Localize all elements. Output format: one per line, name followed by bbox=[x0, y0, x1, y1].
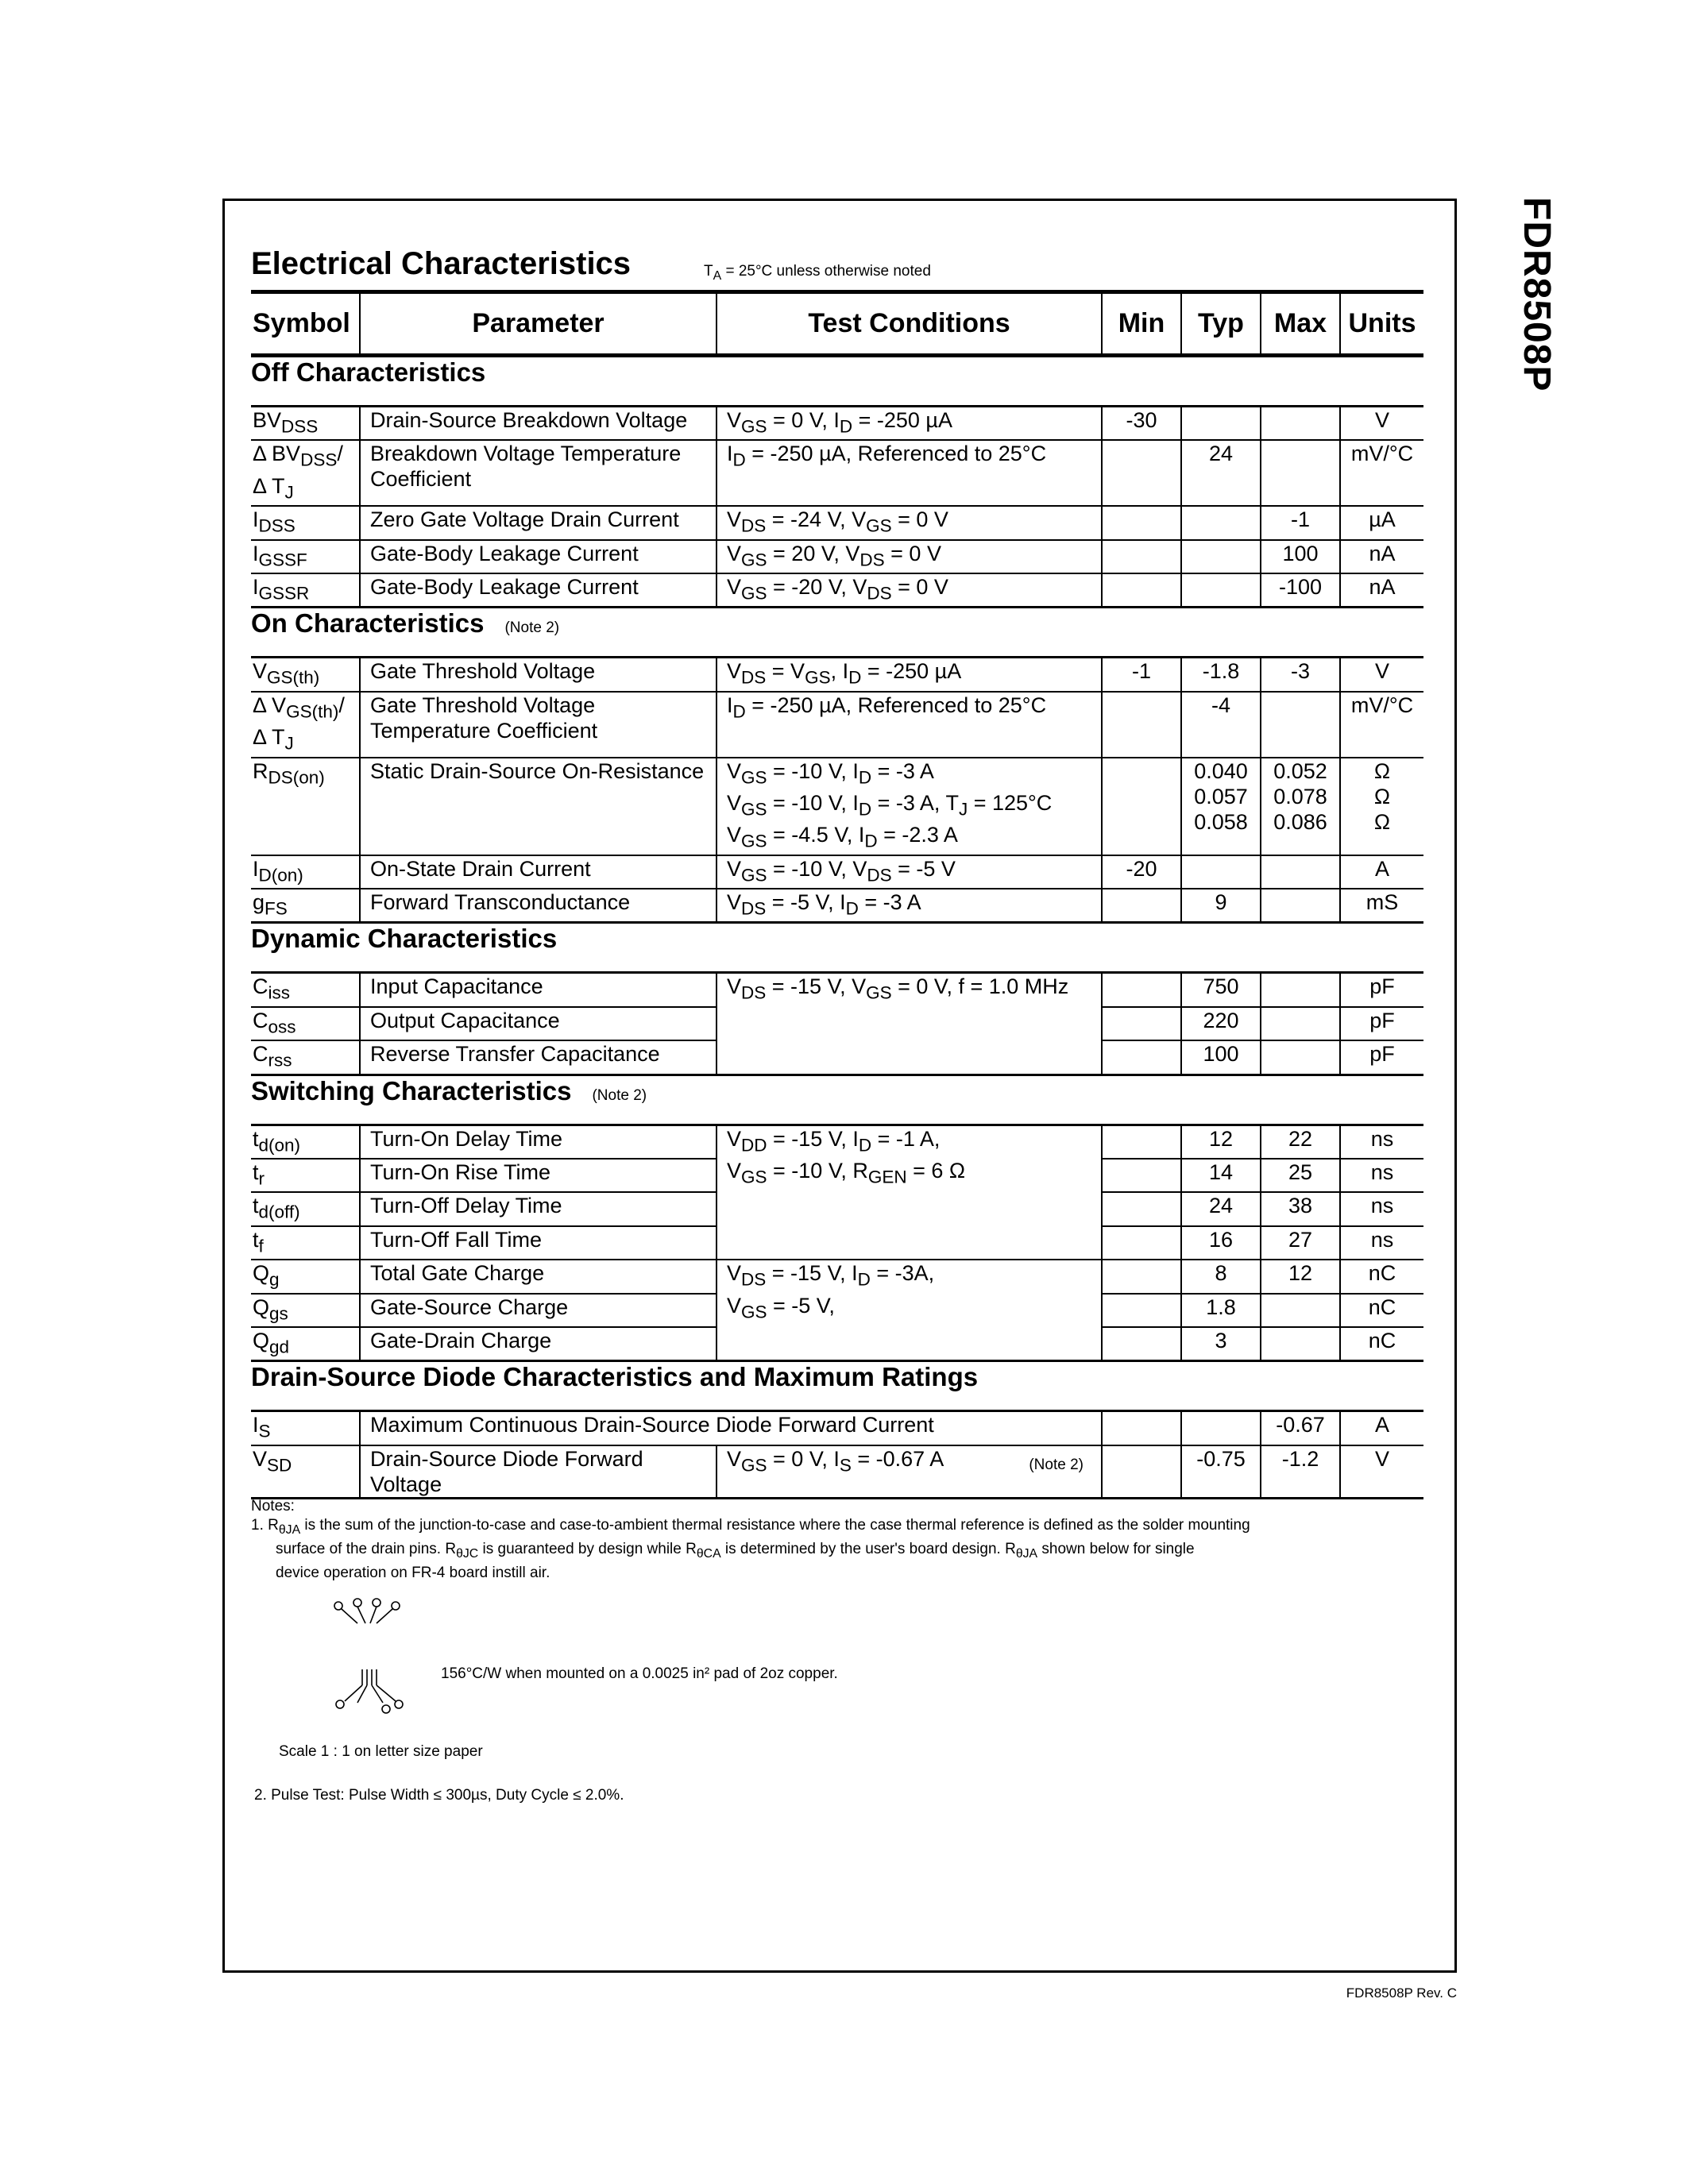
unit-value: Ω bbox=[1373, 809, 1391, 834]
typ-cell: 100 bbox=[1181, 1040, 1261, 1075]
condition-cell: $V_{GS} = -10$ V, $V_{DS} = -5$ V bbox=[717, 855, 1102, 889]
col-header-test-conditions: Test Conditions bbox=[717, 292, 1102, 356]
table-row bbox=[251, 506, 1423, 539]
table-row bbox=[251, 1445, 1423, 1499]
min-cell: -20 bbox=[1102, 855, 1181, 889]
symbol-cell: Δ $V_{GS(th)}/$ Δ $T_J$ bbox=[251, 692, 360, 758]
condition-cell: $V_{GS} = -10$ V, $I_D = -3$ A $V_{GS} = -10$ V, $I_D = -3$ A, $T_J = 125^\circ C$ $V_{GS} = -4.5$ V, $I_D = -2.3$ A bbox=[717, 758, 1102, 855]
col-header-symbol: Symbol bbox=[251, 292, 360, 356]
parameter-cell: Total Gate Charge bbox=[360, 1260, 717, 1293]
unit-cell: ns bbox=[1340, 1159, 1423, 1192]
unit-cell: mV/°C bbox=[1340, 440, 1423, 506]
section-title: On Characteristics bbox=[251, 608, 485, 639]
page-title: Electrical Characteristics bbox=[251, 246, 632, 281]
min-cell bbox=[1102, 1445, 1181, 1499]
symbol-cell: $V_{GS(th)}$ bbox=[251, 658, 360, 692]
unit-value: Ω bbox=[1373, 784, 1391, 808]
symbol-cell: $R_{DS(on)}$ bbox=[251, 758, 360, 855]
unit-cell: mS bbox=[1340, 889, 1423, 923]
unit-cell: pF bbox=[1340, 1007, 1423, 1040]
ambient-conditions: $T_A = 25^\circ C$ unless otherwise noted bbox=[704, 263, 931, 283]
unit-cell: ns bbox=[1340, 1226, 1423, 1260]
condition-note: (Note 2) bbox=[1029, 1456, 1083, 1473]
unit-value: Ω bbox=[1373, 758, 1391, 783]
parameter-cell: Gate-Body Leakage Current bbox=[360, 540, 717, 573]
max-value: 0.078 bbox=[1273, 784, 1327, 808]
section-note: (Note 2) bbox=[592, 1086, 647, 1104]
max-value: 0.052 bbox=[1273, 758, 1327, 783]
max-cell: -1 bbox=[1261, 506, 1340, 539]
max-cell bbox=[1261, 1040, 1340, 1075]
max-cell bbox=[1261, 973, 1340, 1007]
max-cell: 38 bbox=[1261, 1192, 1340, 1225]
parameter-cell: Turn-Off Delay Time bbox=[360, 1192, 717, 1225]
unit-cell: A bbox=[1340, 1411, 1423, 1445]
unit-cell: A bbox=[1340, 855, 1423, 889]
col-header-parameter: Parameter bbox=[360, 292, 717, 356]
parameter-cell: Gate-Source Charge bbox=[360, 1294, 717, 1327]
min-cell bbox=[1102, 1007, 1181, 1040]
typ-cell: 3 bbox=[1181, 1327, 1261, 1361]
unit-cell: nA bbox=[1340, 540, 1423, 573]
condition-cell: $V_{DS} = -15$ V, $I_D = -3A$, $V_{GS} = -5$ V, bbox=[717, 1260, 1102, 1361]
table-row bbox=[251, 658, 1423, 692]
unit-cell: pF bbox=[1340, 1040, 1423, 1075]
parameter-cell: Gate Threshold Voltage Temperature Coefficient bbox=[360, 692, 717, 758]
section-title: Off Characteristics bbox=[251, 357, 486, 387]
note-1-continued: surface of the drain pins. $R_{\theta JC}$ is guaranteed by design while $R_{\theta CA}$ is determined by the user's board design. $R_{\theta JA}$ shown below for single device operation on FR-4 board instill air. bbox=[276, 1540, 1195, 1581]
typ-cell bbox=[1181, 573, 1261, 608]
min-cell bbox=[1102, 1294, 1181, 1327]
note-2: 2. Pulse Test: Pulse Width ≤ 300µs, Duty Cycle ≤ 2.0%. bbox=[254, 1787, 624, 1804]
section-title: Switching Characteristics bbox=[251, 1075, 572, 1106]
typ-cell bbox=[1181, 540, 1261, 573]
section-note: (Note 2) bbox=[504, 619, 560, 637]
max-cell bbox=[1261, 855, 1340, 889]
parameter-cell: Turn-Off Fall Time bbox=[360, 1226, 717, 1260]
typ-cell: 9 bbox=[1181, 889, 1261, 923]
max-cell bbox=[1261, 889, 1340, 923]
max-cell: -100 bbox=[1261, 573, 1340, 608]
typ-cell: 8 bbox=[1181, 1260, 1261, 1293]
unit-cell: V bbox=[1340, 407, 1423, 441]
table-row bbox=[251, 692, 1423, 758]
symbol-cell: $C_{oss}$ bbox=[251, 1007, 360, 1040]
thermal-resistance-caption: 156°C/W when mounted on a 0.0025 in² pad of 2oz copper. bbox=[441, 1665, 838, 1682]
note-1-number: 1. bbox=[251, 1517, 264, 1534]
symbol-cell: $C_{rss}$ bbox=[251, 1040, 360, 1075]
min-cell bbox=[1102, 440, 1181, 506]
condition-cell: $V_{DD} = -15$ V, $I_D = -1$ A, $V_{GS} = -10$ V, $R_{GEN} = 6$ Ω bbox=[717, 1125, 1102, 1260]
table-row bbox=[251, 1260, 1423, 1293]
parameter-cell: Turn-On Rise Time bbox=[360, 1159, 717, 1192]
max-cell bbox=[1261, 692, 1340, 758]
condition-cell: $V_{GS} = 0$ V, $I_S = -0.67$ A (Note 2) bbox=[717, 1445, 1102, 1499]
table-row bbox=[251, 407, 1423, 441]
symbol-cell: $I_{DSS}$ bbox=[251, 506, 360, 539]
section-row-dynamic bbox=[251, 923, 1423, 973]
symbol-cell: $Q_{gs}$ bbox=[251, 1294, 360, 1327]
symbol-cell: $g_{FS}$ bbox=[251, 889, 360, 923]
max-cell: 27 bbox=[1261, 1226, 1340, 1260]
note-1: 1. $R_{\theta JA}$ is the sum of the junction-to-case and case-to-ambient thermal resistance where the case thermal reference is defined as the solder mounting bbox=[251, 1517, 1250, 1537]
section-title: Drain-Source Diode Characteristics and Maximum Ratings bbox=[251, 1362, 979, 1392]
condition-cell: $V_{DS} = -5$ V, $I_D = -3$ A bbox=[717, 889, 1102, 923]
typ-cell: 24 bbox=[1181, 440, 1261, 506]
typ-cell: 24 bbox=[1181, 1192, 1261, 1225]
condition-cell: $I_D = -250$ µA, Referenced to 25°C bbox=[717, 440, 1102, 506]
max-cell bbox=[1261, 1327, 1340, 1361]
typ-cell: -4 bbox=[1181, 692, 1261, 758]
typ-cell bbox=[1181, 1411, 1261, 1445]
parameter-cell: Maximum Continuous Drain-Source Diode Forward Current bbox=[360, 1411, 1102, 1445]
min-cell bbox=[1102, 1125, 1181, 1159]
typ-cell bbox=[1181, 407, 1261, 441]
min-cell bbox=[1102, 1040, 1181, 1075]
col-header-units: Units bbox=[1340, 292, 1423, 356]
unit-cell: pF bbox=[1340, 973, 1423, 1007]
section-title: Dynamic Characteristics bbox=[251, 924, 558, 954]
parameter-cell: Gate-Body Leakage Current bbox=[360, 573, 717, 608]
typ-value: 0.057 bbox=[1194, 784, 1248, 808]
typ-cell: -1.8 bbox=[1181, 658, 1261, 692]
typ-cell bbox=[1181, 855, 1261, 889]
section-row-diode bbox=[251, 1361, 1423, 1411]
scale-note: Scale 1 : 1 on letter size paper bbox=[279, 1743, 483, 1760]
min-cell bbox=[1102, 1192, 1181, 1225]
part-number-side-title: FDR8508P bbox=[1516, 197, 1558, 392]
min-cell: -1 bbox=[1102, 658, 1181, 692]
typ-cell: 12 bbox=[1181, 1125, 1261, 1159]
max-cell bbox=[1261, 758, 1340, 855]
unit-cell: nC bbox=[1340, 1260, 1423, 1293]
table-row bbox=[251, 1125, 1423, 1159]
symbol-cell: $Q_{gd}$ bbox=[251, 1327, 360, 1361]
unit-cell: mV/°C bbox=[1340, 692, 1423, 758]
typ-value: 0.058 bbox=[1194, 809, 1248, 834]
table-row bbox=[251, 573, 1423, 608]
symbol-cell: $V_{SD}$ bbox=[251, 1445, 360, 1499]
unit-cell bbox=[1340, 758, 1423, 855]
symbol-cell: $I_S$ bbox=[251, 1411, 360, 1445]
typ-cell bbox=[1181, 758, 1261, 855]
footprint-pad-icon bbox=[330, 1598, 426, 1717]
max-cell: 22 bbox=[1261, 1125, 1340, 1159]
unit-cell: V bbox=[1340, 1445, 1423, 1499]
min-cell bbox=[1102, 1260, 1181, 1293]
notes-label: Notes: bbox=[251, 1498, 295, 1515]
symbol-cell: $I_{D(on)}$ bbox=[251, 855, 360, 889]
col-header-min: Min bbox=[1102, 292, 1181, 356]
max-cell: -1.2 bbox=[1261, 1445, 1340, 1499]
max-cell: 25 bbox=[1261, 1159, 1340, 1192]
unit-cell: µA bbox=[1340, 506, 1423, 539]
max-cell: 12 bbox=[1261, 1260, 1340, 1293]
condition-cell: $I_D = -250$ µA, Referenced to 25°C bbox=[717, 692, 1102, 758]
symbol-cell: $t_f$ bbox=[251, 1226, 360, 1260]
parameter-cell: On-State Drain Current bbox=[360, 855, 717, 889]
max-cell: 100 bbox=[1261, 540, 1340, 573]
table-row bbox=[251, 889, 1423, 923]
typ-cell: 1.8 bbox=[1181, 1294, 1261, 1327]
min-cell bbox=[1102, 1411, 1181, 1445]
symbol-cell: $Q_g$ bbox=[251, 1260, 360, 1293]
symbol-cell: $t_r$ bbox=[251, 1159, 360, 1192]
max-cell bbox=[1261, 1294, 1340, 1327]
table-row bbox=[251, 758, 1423, 855]
min-cell bbox=[1102, 1327, 1181, 1361]
min-cell bbox=[1102, 758, 1181, 855]
typ-cell: 16 bbox=[1181, 1226, 1261, 1260]
unit-cell: nA bbox=[1340, 573, 1423, 608]
min-cell bbox=[1102, 1159, 1181, 1192]
parameter-cell: Breakdown Voltage Temperature Coefficient bbox=[360, 440, 717, 506]
parameter-cell: Turn-On Delay Time bbox=[360, 1125, 717, 1159]
condition-cell: $V_{GS} = 20$ V, $V_{DS} = 0$ V bbox=[717, 540, 1102, 573]
min-cell bbox=[1102, 692, 1181, 758]
table-header-row bbox=[251, 292, 1423, 356]
notes-block bbox=[251, 1497, 1423, 1583]
typ-cell bbox=[1181, 506, 1261, 539]
symbol-cell: $I_{GSSF}$ bbox=[251, 540, 360, 573]
parameter-cell: Gate Threshold Voltage bbox=[360, 658, 717, 692]
section-row-switching bbox=[251, 1075, 1423, 1125]
parameter-cell: Drain-Source Breakdown Voltage bbox=[360, 407, 717, 441]
table-row bbox=[251, 1411, 1423, 1445]
max-cell bbox=[1261, 440, 1340, 506]
table-row bbox=[251, 973, 1423, 1007]
min-cell bbox=[1102, 889, 1181, 923]
table-row bbox=[251, 855, 1423, 889]
symbol-cell: $t_{d(on)}$ bbox=[251, 1125, 360, 1159]
min-cell bbox=[1102, 1226, 1181, 1260]
unit-cell: ns bbox=[1340, 1192, 1423, 1225]
typ-value: 0.040 bbox=[1194, 758, 1248, 783]
min-cell bbox=[1102, 973, 1181, 1007]
symbol-cell: $BV_{DSS}$ bbox=[251, 407, 360, 441]
col-header-max: Max bbox=[1261, 292, 1340, 356]
table-row bbox=[251, 440, 1423, 506]
min-cell: -30 bbox=[1102, 407, 1181, 441]
unit-cell: V bbox=[1340, 658, 1423, 692]
min-cell bbox=[1102, 573, 1181, 608]
typ-cell: 14 bbox=[1181, 1159, 1261, 1192]
electrical-characteristics-table bbox=[251, 290, 1423, 1499]
condition-cell: $V_{DS} = V_{GS}$, $I_D = -250$ µA bbox=[717, 658, 1102, 692]
condition-cell: $V_{GS} = 0$ V, $I_D = -250$ µA bbox=[717, 407, 1102, 441]
max-cell bbox=[1261, 1007, 1340, 1040]
max-value: 0.086 bbox=[1273, 809, 1327, 834]
parameter-cell: Output Capacitance bbox=[360, 1007, 717, 1040]
parameter-cell: Drain-Source Diode Forward Voltage bbox=[360, 1445, 717, 1499]
max-cell: -3 bbox=[1261, 658, 1340, 692]
symbol-cell: $C_{iss}$ bbox=[251, 973, 360, 1007]
typ-cell: 220 bbox=[1181, 1007, 1261, 1040]
parameter-cell: Reverse Transfer Capacitance bbox=[360, 1040, 717, 1075]
max-cell: -0.67 bbox=[1261, 1411, 1340, 1445]
parameter-cell: Forward Transconductance bbox=[360, 889, 717, 923]
symbol-cell: Δ $BV_{DSS}/$ Δ $T_J$ bbox=[251, 440, 360, 506]
section-row-off bbox=[251, 356, 1423, 407]
symbol-cell: $t_{d(off)}$ bbox=[251, 1192, 360, 1225]
col-header-typ: Typ bbox=[1181, 292, 1261, 356]
parameter-cell: Input Capacitance bbox=[360, 973, 717, 1007]
unit-cell: nC bbox=[1340, 1294, 1423, 1327]
unit-cell: ns bbox=[1340, 1125, 1423, 1159]
condition-cell: $V_{GS} = -20$ V, $V_{DS} = 0$ V bbox=[717, 573, 1102, 608]
typ-cell: -0.75 bbox=[1181, 1445, 1261, 1499]
parameter-cell: Zero Gate Voltage Drain Current bbox=[360, 506, 717, 539]
parameter-cell: Static Drain-Source On-Resistance bbox=[360, 758, 717, 855]
section-row-on bbox=[251, 608, 1423, 658]
typ-cell: 750 bbox=[1181, 973, 1261, 1007]
symbol-cell: $I_{GSSR}$ bbox=[251, 573, 360, 608]
condition-cell: $V_{DS} = -24$ V, $V_{GS} = 0$ V bbox=[717, 506, 1102, 539]
min-cell bbox=[1102, 506, 1181, 539]
max-cell bbox=[1261, 407, 1340, 441]
table-row bbox=[251, 540, 1423, 573]
section-header bbox=[251, 246, 1423, 286]
footer-revision: FDR8508P Rev. C bbox=[1346, 1985, 1457, 2001]
min-cell bbox=[1102, 540, 1181, 573]
unit-cell: nC bbox=[1340, 1327, 1423, 1361]
parameter-cell: Gate-Drain Charge bbox=[360, 1327, 717, 1361]
condition-cell: $V_{DS} = -15$ V, $V_{GS} = 0$ V, f = 1.0 MHz bbox=[717, 973, 1102, 1075]
